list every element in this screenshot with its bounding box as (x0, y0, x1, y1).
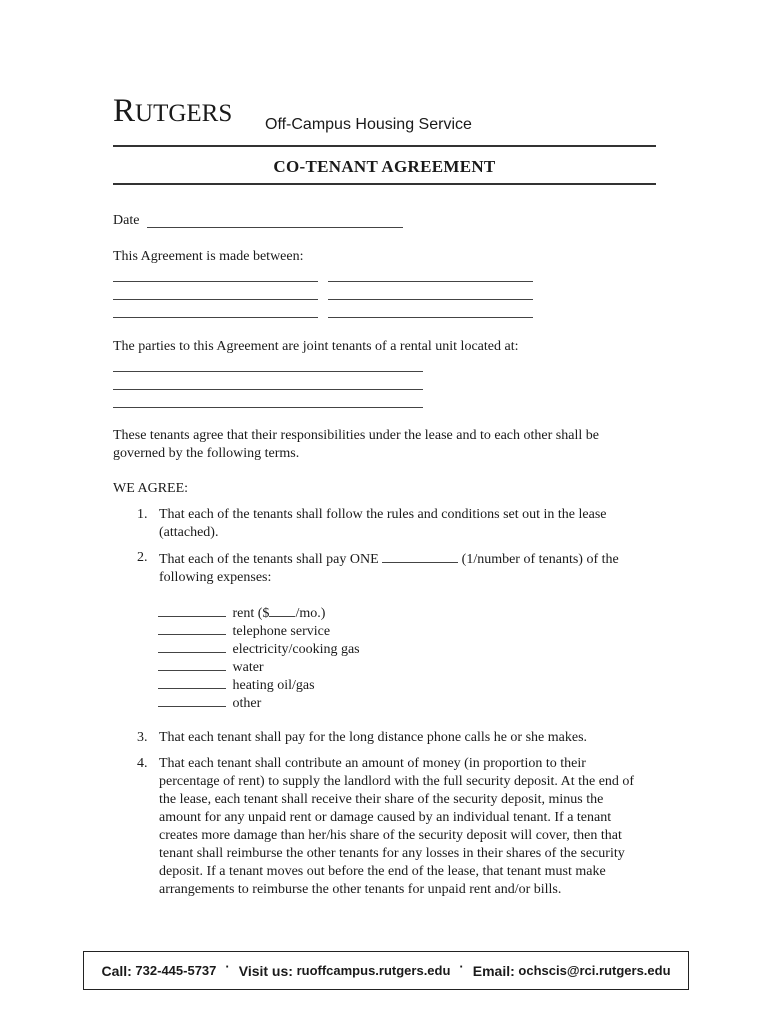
website-link[interactable]: ruoffcampus.rutgers.edu (296, 963, 451, 978)
rutgers-logo: RUTGERS (113, 93, 233, 129)
separator: · (225, 959, 230, 974)
rent-amount-field[interactable] (269, 603, 295, 617)
expense-field[interactable] (158, 603, 226, 617)
date-field[interactable] (147, 227, 403, 228)
expense-field[interactable] (158, 675, 226, 689)
address-field-1[interactable] (113, 371, 423, 372)
party-field-2[interactable] (328, 281, 533, 282)
email-link[interactable]: ochscis@rci.rutgers.edu (518, 963, 671, 978)
expense-row: water (158, 657, 264, 677)
item-number: 1. (137, 507, 148, 522)
terms-text: These tenants agree that their responsibilities under the lease and to each other shall be governed by the following terms. (113, 428, 599, 461)
expense-row-rent: rent ($ /mo.) (158, 603, 325, 623)
between-label: This Agreement is made between: (113, 249, 304, 264)
item-text: That each of the tenants shall pay ONE (1/number of tenants) of the following expenses: (159, 549, 657, 587)
contact-footer (83, 951, 689, 990)
service-name: Off-Campus Housing Service (265, 116, 472, 133)
item-number: 4. (137, 756, 148, 771)
share-field[interactable] (382, 549, 458, 563)
item-number: 3. (137, 730, 148, 745)
item-text: That each tenant shall contribute an amount of money (in proportion to their percentage of rent) to supply the landlord with the full security deposit. At the end of the lease, each tenant shall receive their share of the security deposit, minus the amount for any unpaid rent or damage caused by an individual tenant. If a tenant creates more damage than her/his share of the security deposit will cover, then that tenant shall reimburse the other tenants for any losses in their shares of the security deposit. If a tenant moves out before the end of the lease, that tenant must make arrangements to reimburse the other tenants for unpaid rent and/or bills. (159, 756, 635, 897)
address-field-3[interactable] (113, 407, 423, 408)
expense-field[interactable] (158, 639, 226, 653)
expense-row: heating oil/gas (158, 675, 315, 695)
date-label: Date (113, 213, 140, 228)
expense-row: other (158, 693, 261, 713)
expense-field[interactable] (158, 657, 226, 671)
visit-label: Visit us: (238, 962, 293, 979)
party-field-3[interactable] (113, 299, 318, 300)
party-field-5[interactable] (113, 317, 318, 318)
item-text: That each of the tenants shall follow the rules and conditions set out in the lease (attached). (159, 507, 607, 540)
date-row (113, 212, 139, 230)
email-label: Email: (472, 962, 515, 979)
party-field-1[interactable] (113, 281, 318, 282)
document-title: CO-TENANT AGREEMENT (273, 157, 496, 176)
call-label: Call: (101, 962, 132, 979)
party-field-6[interactable] (328, 317, 533, 318)
expense-row: electricity/cooking gas (158, 639, 360, 659)
header-rule-bottom (113, 183, 656, 185)
separator: · (459, 959, 464, 974)
expense-field[interactable] (158, 621, 226, 635)
expense-row: telephone service (158, 621, 330, 641)
phone-number[interactable]: 732-445-5737 (135, 963, 217, 978)
header-rule-top (113, 145, 656, 147)
expense-field[interactable] (158, 693, 226, 707)
parties-label: The parties to this Agreement are joint tenants of a rental unit located at: (113, 339, 519, 354)
item-text: That each tenant shall pay for the long distance phone calls he or she makes. (159, 730, 588, 745)
we-agree-label: WE AGREE: (113, 481, 189, 496)
item-number: 2. (137, 550, 148, 565)
party-field-4[interactable] (328, 299, 533, 300)
address-field-2[interactable] (113, 389, 423, 390)
